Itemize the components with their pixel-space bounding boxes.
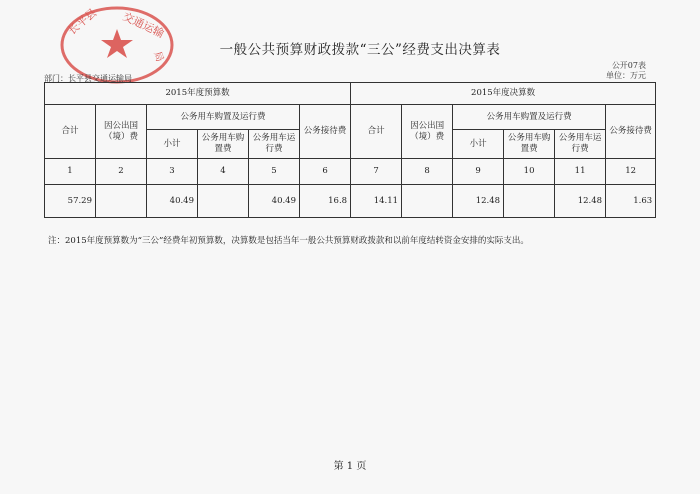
data-cell: 12.48 bbox=[555, 185, 606, 218]
expense-table bbox=[44, 82, 656, 218]
header-vehicle-purchase: 公务用车购置费 bbox=[504, 130, 555, 159]
svg-text:局: 局 bbox=[151, 50, 165, 64]
header-abroad: 因公出国（境）费 bbox=[402, 105, 453, 159]
header-reception: 公务接待费 bbox=[300, 105, 351, 159]
data-cell: 40.49 bbox=[147, 185, 198, 218]
footnote: 注：2015年度预算数为“三公”经费年初预算数，决算数是包括当年一般公共预算财政拨款和以前年度结转资金安排的实际支出。 bbox=[48, 236, 529, 246]
data-cell bbox=[198, 185, 249, 218]
data-cell bbox=[504, 185, 555, 218]
index-cell: 10 bbox=[504, 159, 555, 185]
final-group-header: 2015年度决算数 bbox=[351, 83, 656, 105]
data-row bbox=[45, 185, 656, 218]
budget-group-header: 2015年度预算数 bbox=[45, 83, 351, 105]
data-cell: 14.11 bbox=[351, 185, 402, 218]
index-row bbox=[45, 159, 656, 185]
header-vehicle-group: 公务用车购置及运行费 bbox=[147, 105, 300, 130]
data-cell: 16.8 bbox=[300, 185, 351, 218]
data-cell: 40.49 bbox=[249, 185, 300, 218]
index-cell: 12 bbox=[606, 159, 656, 185]
header-vehicle-operation: 公务用车运行费 bbox=[249, 130, 300, 159]
page-number: 第 1 页 bbox=[333, 461, 367, 472]
header-reception: 公务接待费 bbox=[606, 105, 656, 159]
index-cell: 5 bbox=[249, 159, 300, 185]
svg-text:交通运输: 交通运输 bbox=[120, 9, 167, 41]
index-cell: 9 bbox=[453, 159, 504, 185]
index-cell: 11 bbox=[555, 159, 606, 185]
header-abroad: 因公出国（境）费 bbox=[96, 105, 147, 159]
department-label: 部门：长平县交通运输局 bbox=[44, 74, 132, 83]
data-cell: 57.29 bbox=[45, 185, 96, 218]
unit-label: 单位：万元 bbox=[606, 71, 646, 80]
data-cell: 1.63 bbox=[606, 185, 656, 218]
header-vehicle-group: 公务用车购置及运行费 bbox=[453, 105, 606, 130]
page-title: 一般公共预算财政拨款“三公”经费支出决算表 bbox=[219, 42, 501, 58]
data-cell bbox=[402, 185, 453, 218]
header-vehicle-purchase: 公务用车购置费 bbox=[198, 130, 249, 159]
header-total: 合计 bbox=[351, 105, 402, 159]
data-cell bbox=[96, 185, 147, 218]
form-number: 公开07表 bbox=[611, 61, 646, 70]
index-cell: 3 bbox=[147, 159, 198, 185]
index-cell: 1 bbox=[45, 159, 96, 185]
header-vehicle-operation: 公务用车运行费 bbox=[555, 130, 606, 159]
svg-text:长平县: 长平县 bbox=[65, 6, 100, 38]
index-cell: 2 bbox=[96, 159, 147, 185]
index-cell: 7 bbox=[351, 159, 402, 185]
data-cell: 12.48 bbox=[453, 185, 504, 218]
index-cell: 8 bbox=[402, 159, 453, 185]
header-subtotal: 小计 bbox=[453, 130, 504, 159]
index-cell: 4 bbox=[198, 159, 249, 185]
index-cell: 6 bbox=[300, 159, 351, 185]
header-total: 合计 bbox=[45, 105, 96, 159]
header-subtotal: 小计 bbox=[147, 130, 198, 159]
